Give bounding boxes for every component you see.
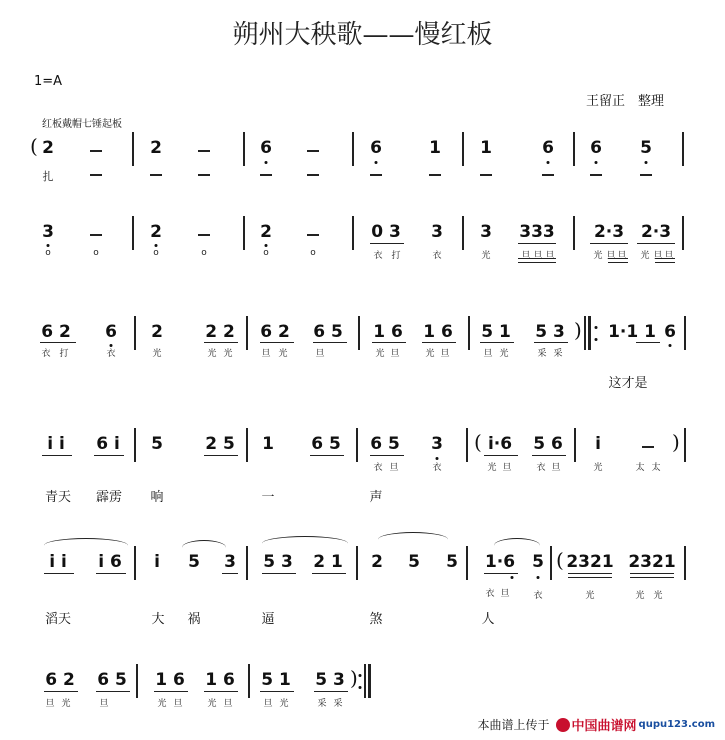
perc-guang: 光 — [157, 699, 167, 709]
underline — [42, 455, 72, 456]
perc-yi: 衣 — [485, 589, 495, 599]
underline — [370, 455, 404, 456]
perc-yi: 衣 — [432, 463, 442, 473]
note: 6 5 — [311, 434, 341, 454]
note: 5 — [532, 552, 544, 572]
barline — [243, 132, 245, 166]
barline — [243, 216, 245, 250]
lyric-word: 声 — [369, 490, 383, 505]
barline — [352, 216, 354, 250]
logo-text: 中国曲谱网 — [571, 719, 637, 734]
note: 333 — [519, 222, 555, 242]
low-dot — [265, 161, 268, 164]
barline — [134, 546, 136, 580]
low-dot — [645, 161, 648, 164]
note: 1 6 — [155, 670, 185, 690]
underline — [484, 573, 518, 574]
note: 1 6 — [205, 670, 235, 690]
repeat-barline — [588, 316, 591, 350]
note: 6 2 — [45, 670, 75, 690]
perc-rest: o — [310, 248, 316, 258]
perc-guang: 光 — [278, 349, 288, 359]
low-dot — [595, 161, 598, 164]
perc-dash — [590, 174, 602, 176]
slur — [378, 532, 448, 547]
underline — [484, 455, 518, 456]
barline — [682, 216, 684, 250]
note: 3 — [431, 222, 443, 242]
note: i — [154, 552, 160, 572]
underline — [630, 577, 674, 578]
perc-yi: 衣 — [373, 463, 383, 473]
dash — [198, 150, 210, 152]
page-title: 朔州大秧歌——慢红板 — [232, 20, 493, 50]
note: 2 — [42, 138, 54, 158]
barline — [550, 546, 552, 580]
dash — [90, 234, 102, 236]
barline — [134, 428, 136, 462]
underline — [568, 577, 612, 578]
note: 1 6 — [423, 322, 453, 342]
perc-guang: 光 — [487, 463, 497, 473]
note: 5 — [151, 434, 163, 454]
barline — [462, 132, 464, 166]
note: 6 5 — [313, 322, 343, 342]
perc-dan: 旦 — [664, 251, 674, 261]
perc-dash — [150, 174, 162, 176]
lyric-word: 滔天 — [44, 612, 72, 627]
perc-guang: 光 — [223, 349, 233, 359]
perc-dan: 旦 — [315, 349, 325, 359]
note: 5 3 — [315, 670, 345, 690]
upload-footer — [478, 715, 715, 734]
underline — [313, 342, 347, 343]
note: 6 — [542, 138, 554, 158]
perc-dash — [90, 174, 102, 176]
perc-yi: 衣 — [533, 591, 543, 601]
underline — [310, 455, 344, 456]
perc-yi: 衣 — [373, 251, 383, 261]
perc-yi: 衣 — [41, 349, 51, 359]
underline — [372, 342, 406, 343]
lyric-word: 逼 — [261, 612, 275, 627]
perc-cai: 采 — [537, 349, 547, 359]
perc-guang: 光 — [207, 699, 217, 709]
underline — [204, 691, 238, 692]
barline — [132, 132, 134, 166]
perc-da: 打 — [391, 251, 401, 261]
slur — [494, 538, 540, 553]
underline — [40, 342, 76, 343]
barline — [246, 546, 248, 580]
perc-guang: 光 — [635, 591, 645, 601]
note: 6 — [370, 138, 382, 158]
perc-tai: 太 — [635, 463, 645, 473]
note: 2 1 — [313, 552, 343, 572]
note: 5 3 — [263, 552, 293, 572]
barline — [246, 428, 248, 462]
perc-dan: 旦 — [545, 251, 555, 261]
perc-rest: o — [201, 248, 207, 258]
note: i·6 — [487, 434, 513, 454]
barline — [462, 216, 464, 250]
underline — [260, 691, 294, 692]
barline — [684, 316, 686, 350]
perc-guang: 光 — [425, 349, 435, 359]
underline — [262, 573, 296, 574]
underline — [568, 573, 612, 574]
perc-cai: 采 — [333, 699, 343, 709]
note: 2 — [150, 222, 162, 242]
lyric-word: 一 — [261, 490, 275, 505]
perc-rest: o — [45, 248, 51, 258]
note: 5 — [446, 552, 458, 572]
note: 3 — [431, 434, 443, 454]
note: 1·1 1 — [608, 322, 656, 342]
barline — [573, 132, 575, 166]
underline — [204, 455, 238, 456]
underline — [655, 262, 675, 263]
barline — [248, 664, 250, 698]
perc-dan: 旦 — [606, 251, 616, 261]
perc-dan: 旦 — [521, 251, 531, 261]
dash — [642, 446, 654, 448]
lyric-word: 祸 — [187, 612, 201, 627]
note: 6 2 — [41, 322, 71, 342]
underline — [204, 342, 238, 343]
barline — [356, 428, 358, 462]
barline — [684, 546, 686, 580]
lyric-word: 人 — [481, 612, 495, 627]
perc-tai: 太 — [651, 463, 661, 473]
note: 6 — [664, 322, 676, 342]
note: i i — [47, 434, 65, 454]
underline — [422, 342, 456, 343]
underline — [534, 342, 568, 343]
lyric-word: 响 — [150, 490, 164, 505]
perc-guang: 光 — [640, 251, 650, 261]
low-dot — [511, 576, 514, 579]
note: 6 5 — [97, 670, 127, 690]
perc-guang: 光 — [61, 699, 71, 709]
perc-dan: 旦 — [533, 251, 543, 261]
note: 2321 — [566, 552, 614, 572]
perc-dash — [480, 174, 492, 176]
note: 5 3 — [535, 322, 565, 342]
perc-dan: 旦 — [653, 251, 663, 261]
underline — [260, 342, 294, 343]
underline — [518, 243, 556, 244]
note: 2321 — [628, 552, 676, 572]
perc-dan: 旦 — [551, 463, 561, 473]
underline — [636, 342, 660, 343]
open-paren: ( — [556, 548, 564, 572]
perc-dan: 旦 — [263, 699, 273, 709]
note: 2 — [150, 138, 162, 158]
perc-dan: 旦 — [440, 349, 450, 359]
underline — [630, 573, 674, 574]
note: 1 — [262, 434, 274, 454]
percussion-cue: 红板戴帽七锤起板 — [42, 119, 122, 130]
underline — [154, 691, 188, 692]
underline — [96, 573, 126, 574]
logo-domain: qupu123.com — [638, 719, 715, 730]
key-signature: 1=A — [34, 74, 63, 89]
repeat-dot — [595, 326, 598, 329]
note: 6 2 — [260, 322, 290, 342]
barline — [684, 428, 686, 462]
perc-yi: 衣 — [536, 463, 546, 473]
underline — [44, 691, 78, 692]
note: 1 6 — [373, 322, 403, 342]
note: 5 1 — [261, 670, 291, 690]
perc-dash — [198, 174, 210, 176]
arranger-credit: 王留正 整理 — [586, 94, 665, 109]
perc-dan: 旦 — [261, 349, 271, 359]
note: 5 1 — [481, 322, 511, 342]
perc-guang: 光 — [481, 251, 491, 261]
perc-dan: 旦 — [483, 349, 493, 359]
perc-dan: 旦 — [223, 699, 233, 709]
perc-guang: 光 — [152, 349, 162, 359]
low-dot — [547, 161, 550, 164]
logo-mark-icon — [556, 718, 570, 732]
underline — [96, 691, 130, 692]
repeat-dot — [359, 686, 362, 689]
perc-guang: 光 — [279, 699, 289, 709]
perc-dan: 旦 — [99, 699, 109, 709]
note: 1 — [480, 138, 492, 158]
perc-rest: o — [93, 248, 99, 258]
perc-guang: 光 — [375, 349, 385, 359]
dash — [307, 234, 319, 236]
low-dot — [155, 244, 158, 247]
barline — [466, 546, 468, 580]
perc-cai: 采 — [317, 699, 327, 709]
note: 5 6 — [533, 434, 563, 454]
perc-guang: 光 — [593, 251, 603, 261]
note: 2 — [371, 552, 383, 572]
note: 6 — [260, 138, 272, 158]
underline — [518, 262, 556, 263]
low-dot — [669, 344, 672, 347]
perc-rest: o — [153, 248, 159, 258]
lyric-line-3: 这才是 — [608, 376, 648, 391]
upload-label: 本曲谱上传于 — [477, 718, 550, 732]
lyric-word: 大 — [151, 612, 165, 627]
note: 6 5 — [370, 434, 400, 454]
barline — [584, 316, 586, 350]
note: 6 i — [96, 434, 120, 454]
dash — [307, 150, 319, 152]
lyric-word: 青天 — [44, 490, 72, 505]
note: 6 — [590, 138, 602, 158]
perc-da: 打 — [59, 349, 69, 359]
perc-dash — [640, 174, 652, 176]
underline — [44, 573, 74, 574]
repeat-dot — [359, 674, 362, 677]
underline — [532, 455, 566, 456]
perc-dan: 旦 — [500, 589, 510, 599]
note: 2·3 — [640, 222, 672, 242]
close-paren: ) — [574, 318, 582, 342]
note: 2·3 — [593, 222, 625, 242]
close-paren: ) — [672, 430, 680, 454]
underline — [608, 262, 628, 263]
low-dot — [537, 576, 540, 579]
underline — [314, 691, 348, 692]
perc-dan: 旦 — [617, 251, 627, 261]
lyric-word: 霹雳 — [95, 490, 123, 505]
note: 2 5 — [205, 434, 235, 454]
note: 3 — [480, 222, 492, 242]
note: 6 — [105, 322, 117, 342]
barline — [466, 428, 468, 462]
underline — [312, 573, 346, 574]
perc-cai: 采 — [553, 349, 563, 359]
close-paren: ) — [350, 666, 358, 690]
lyric-word: 煞 — [369, 612, 383, 627]
site-logo[interactable] — [556, 715, 715, 734]
underline — [480, 342, 514, 343]
barline — [468, 316, 470, 350]
underline — [370, 243, 404, 244]
barline — [136, 664, 138, 698]
note: 2 — [151, 322, 163, 342]
perc-dan: 旦 — [173, 699, 183, 709]
barline — [134, 316, 136, 350]
perc-yi: 衣 — [432, 251, 442, 261]
barline — [682, 132, 684, 166]
perc-dash — [370, 174, 382, 176]
note: 5 — [408, 552, 420, 572]
perc-rest: o — [263, 248, 269, 258]
underline — [637, 243, 675, 244]
barline — [364, 664, 366, 698]
dash — [198, 234, 210, 236]
note: 5 — [188, 552, 200, 572]
note: i i — [49, 552, 67, 572]
underline — [590, 243, 628, 244]
note: 5 — [640, 138, 652, 158]
note: 3 — [42, 222, 54, 242]
perc-zha: 扎 — [42, 170, 54, 183]
perc-guang: 光 — [207, 349, 217, 359]
perc-dan: 旦 — [389, 463, 399, 473]
low-dot — [265, 244, 268, 247]
perc-dan: 旦 — [502, 463, 512, 473]
perc-dan: 旦 — [390, 349, 400, 359]
perc-dash — [542, 174, 554, 176]
perc-dash — [307, 174, 319, 176]
perc-guang: 光 — [585, 591, 595, 601]
low-dot — [47, 244, 50, 247]
perc-dash — [429, 174, 441, 176]
barline — [574, 428, 576, 462]
note: 0 3 — [371, 222, 401, 242]
barline — [132, 216, 134, 250]
note: i 6 — [98, 552, 122, 572]
perc-guang: 光 — [499, 349, 509, 359]
underline — [222, 573, 238, 574]
note: 3 — [224, 552, 236, 572]
dash — [90, 150, 102, 152]
open-paren: ( — [30, 134, 38, 158]
barline — [246, 316, 248, 350]
slur — [262, 536, 348, 551]
slur — [44, 538, 128, 553]
note: i — [595, 434, 601, 454]
perc-yi: 衣 — [106, 349, 116, 359]
note: 2 — [260, 222, 272, 242]
barline — [356, 546, 358, 580]
perc-dan: 旦 — [45, 699, 55, 709]
low-dot — [375, 161, 378, 164]
perc-guang: 光 — [653, 591, 663, 601]
final-barline — [368, 664, 371, 698]
barline — [358, 316, 360, 350]
perc-guang: 光 — [593, 463, 603, 473]
note: 1 — [429, 138, 441, 158]
barline — [352, 132, 354, 166]
note: 1·6 — [484, 552, 516, 572]
repeat-dot — [595, 338, 598, 341]
perc-dash — [260, 174, 272, 176]
underline — [94, 455, 124, 456]
note: 2 2 — [205, 322, 235, 342]
open-paren: ( — [474, 430, 482, 454]
barline — [573, 216, 575, 250]
